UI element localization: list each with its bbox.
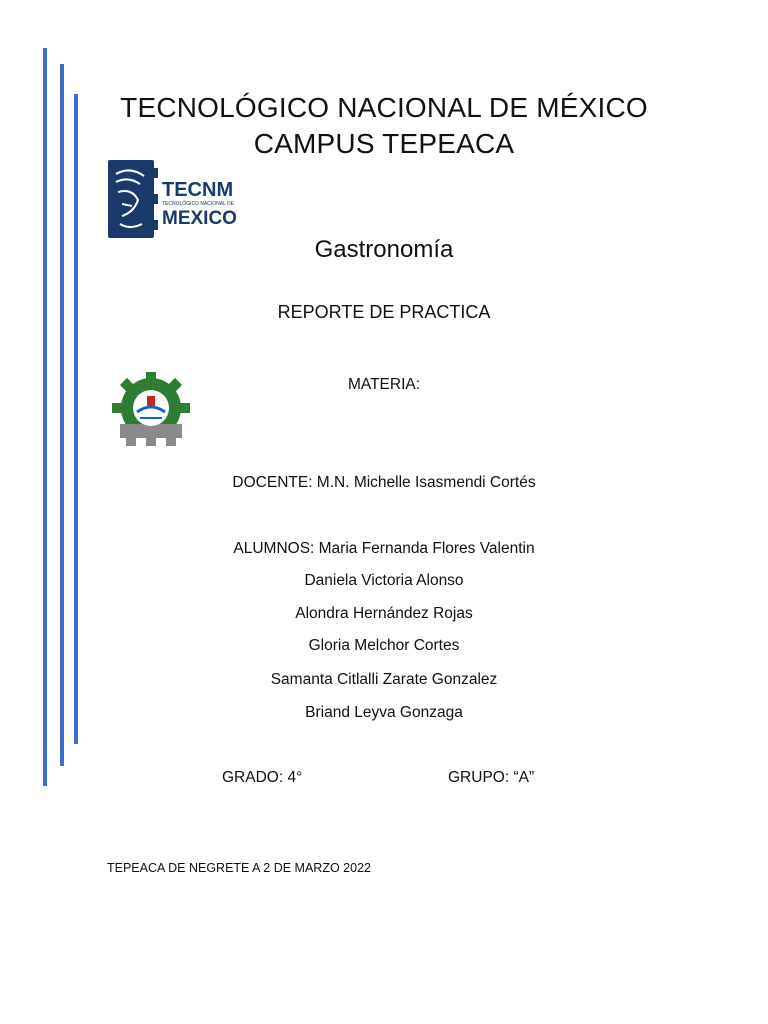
docente-line: DOCENTE: M.N. Michelle Isasmendi Cortés [232, 474, 536, 491]
logo-text-country: MEXICO [162, 208, 237, 229]
career-name: Gastronomía [314, 236, 454, 263]
margin-line-2 [60, 64, 64, 766]
materia-label: MATERIA: [347, 376, 421, 393]
place-date: TEPEACA DE NEGRETE A 2 DE MARZO 2022 [107, 861, 371, 875]
alumno-line-6: Briand Leyva Gonzaga [305, 704, 463, 721]
campus-name: CAMPUS TEPEACA [253, 128, 515, 159]
logo-text-sub: TECNOLÓGICO NACIONAL DE [162, 201, 235, 207]
grado-label: GRADO: 4° [222, 769, 303, 786]
institution-name: TECNOLÓGICO NACIONAL DE MÉXICO [120, 92, 648, 123]
alumno-line-3: Alondra Hernández Rojas [295, 605, 473, 622]
alumno-line-5: Samanta Citlalli Zarate Gonzalez [270, 671, 498, 688]
alumno-line-2: Daniela Victoria Alonso [304, 572, 464, 589]
report-title: REPORTE DE PRACTICA [277, 302, 491, 322]
alumno-line-1: ALUMNOS: Maria Fernanda Flores Valentin [233, 540, 535, 557]
grupo-label: GRUPO: “A” [448, 769, 535, 786]
tecnm-logo [108, 160, 238, 238]
alumno-line-4: Gloria Melchor Cortes [308, 637, 460, 654]
logo-text-main: TECNM [162, 179, 234, 201]
